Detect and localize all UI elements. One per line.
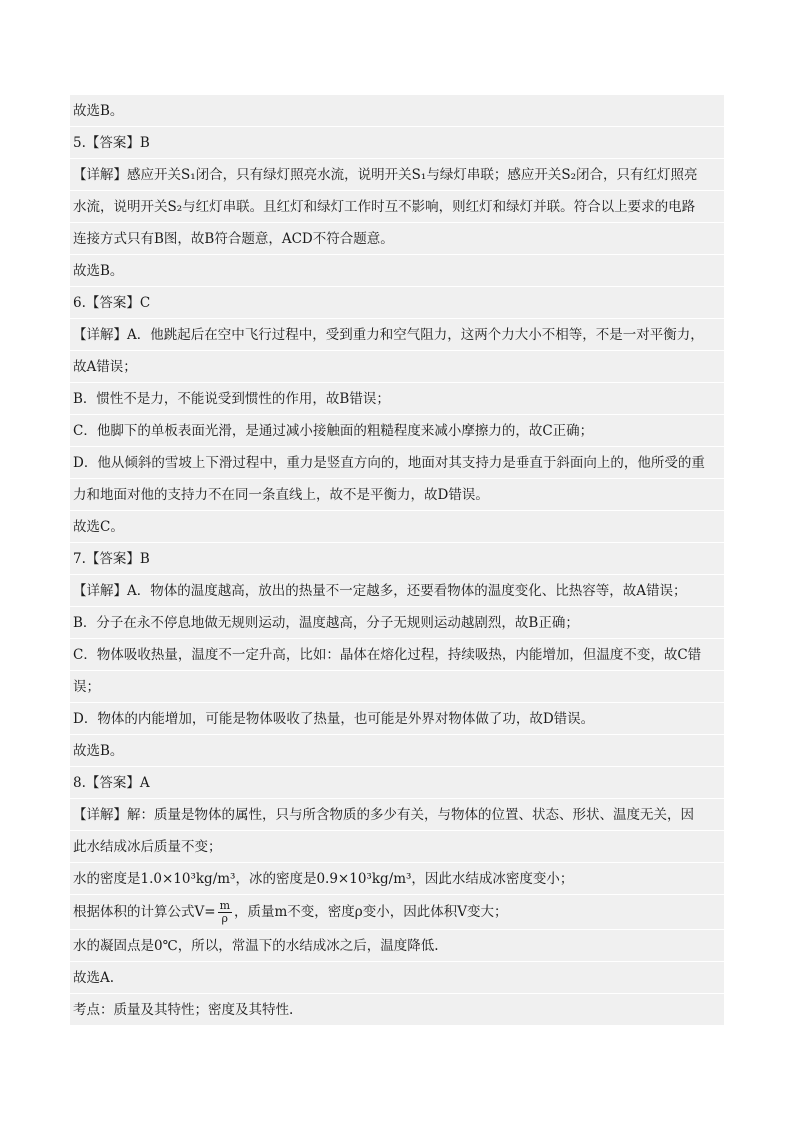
text-line: 故选B。 xyxy=(70,735,724,766)
text-line: 故选C。 xyxy=(70,511,724,542)
text-line: 考点：质量及其特性；密度及其特性. xyxy=(70,994,724,1025)
text-line: 故选B。 xyxy=(70,255,724,286)
text-line: 连接方式只有B图，故B符合题意，ACD不符合题意。 xyxy=(70,223,724,254)
text-line: 故选B。 xyxy=(70,95,724,126)
text-line: 【详解】感应开关S₁闭合，只有绿灯照亮水流，说明开关S₁与绿灯串联；感应开关S₂闭合，只有红灯照亮 xyxy=(70,159,724,190)
text-line: 故选A. xyxy=(70,962,724,993)
text-line: B．分子在永不停息地做无规则运动，温度越高，分子无规则运动越剧烈，故B正确； xyxy=(70,607,724,638)
formula-prefix: 根据体积的计算公式V= xyxy=(73,904,216,920)
answer-heading: 7.【答案】B xyxy=(70,543,724,574)
text-line: 此水结成冰后质量不变； xyxy=(70,831,724,862)
text-line: 误； xyxy=(70,671,724,702)
fraction xyxy=(218,900,232,925)
text-line: 故A错误； xyxy=(70,351,724,382)
text-line: 水的密度是1.0×10³kg/m³，冰的密度是0.9×10³kg/m³，因此水结成冰密度变小； xyxy=(70,863,724,894)
answer-heading: 8.【答案】A xyxy=(70,767,724,798)
fraction-denominator: ρ xyxy=(221,912,229,925)
text-line: 【详解】A．他跳起后在空中飞行过程中，受到重力和空气阻力，这两个力大小不相等，不是一对平衡力， xyxy=(70,319,724,350)
text-line: D．他从倾斜的雪坡上下滑过程中，重力是竖直方向的，地面对其支持力是垂直于斜面向上的，他所受的重 xyxy=(70,447,724,478)
text-line: 力和地面对他的支持力不在同一条直线上，故不是平衡力，故D错误。 xyxy=(70,479,724,510)
text-line: 【详解】A．物体的温度越高，放出的热量不一定越多，还要看物体的温度变化、比热容等，故A错误； xyxy=(70,575,724,606)
text-line: D．物体的内能增加，可能是物体吸收了热量，也可能是外界对物体做了功，故D错误。 xyxy=(70,703,724,734)
text-line: 水流，说明开关S₂与红灯串联。且红灯和绿灯工作时互不影响，则红灯和绿灯并联。符合以上要求的电路 xyxy=(70,191,724,222)
fraction-numerator: m xyxy=(219,899,230,912)
answer-heading: 5.【答案】B xyxy=(70,127,724,158)
text-line: 【详解】解：质量是物体的属性，只与所含物质的多少有关，与物体的位置、状态、形状、温度无关，因 xyxy=(70,799,724,830)
text-line: B．惯性不是力，不能说受到惯性的作用，故B错误； xyxy=(70,383,724,414)
answer-document xyxy=(70,95,724,1026)
text-line: 水的凝固点是0℃，所以，常温下的水结成冰之后，温度降低. xyxy=(70,930,724,961)
formula-suffix: ，质量m不变，密度ρ变小，因此体积V变大； xyxy=(234,904,508,920)
text-line: C．物体吸收热量，温度不一定升高，比如：晶体在熔化过程，持续吸热，内能增加，但温度不变，故C错 xyxy=(70,639,724,670)
answer-heading: 6.【答案】C xyxy=(70,287,724,318)
formula-line xyxy=(70,895,724,929)
text-line: C．他脚下的单板表面光滑，是通过减小接触面的粗糙程度来减小摩擦力的，故C正确； xyxy=(70,415,724,446)
